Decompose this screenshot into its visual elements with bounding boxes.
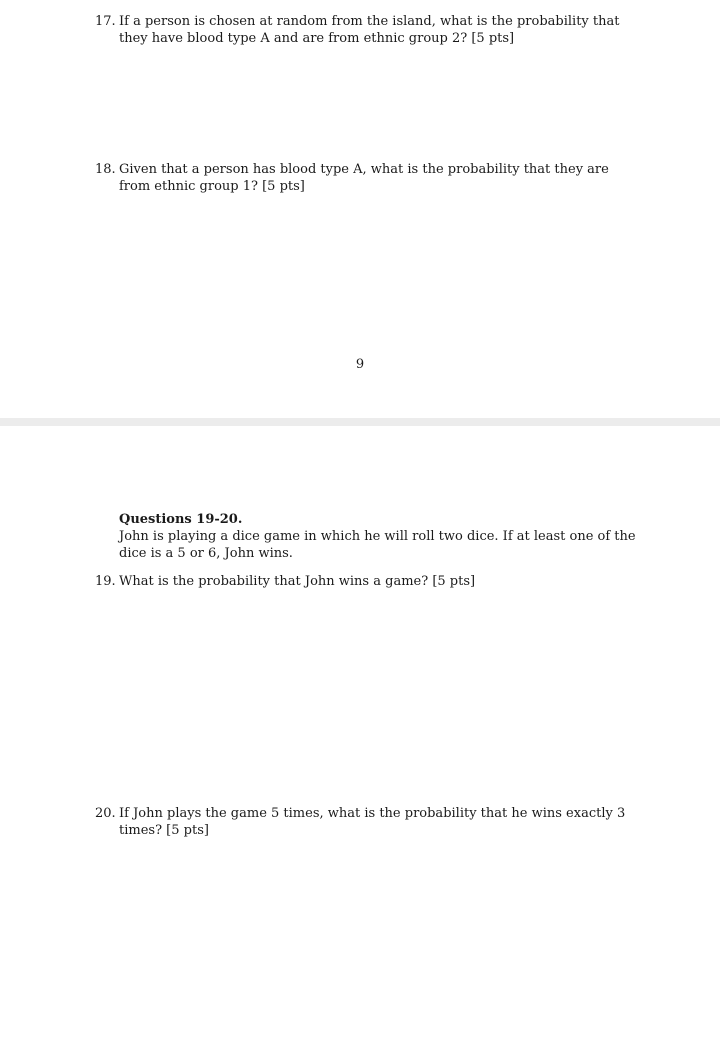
question-number: 17. [95,14,116,29]
question-19 [95,573,640,590]
question-text: Given that a person has blood type A, what is the probability that they are from ethnic group 1? [5 pts] [119,162,609,194]
question-18 [95,161,640,195]
question-text: If a person is chosen at random from the island, what is the probability that they have blood type A and are from ethnic group 2? [5 pts] [119,14,620,46]
document-page-top [0,0,720,418]
question-17 [95,13,640,47]
question-number: 20. [95,806,116,821]
question-number: 19. [95,574,116,589]
question-text: If John plays the game 5 times, what is the probability that he wins exactly 3 times? [5 pts] [119,806,626,838]
page-divider [0,418,720,426]
question-text: What is the probability that John wins a game? [5 pts] [119,574,476,589]
section-intro [119,511,639,562]
document-page-bottom [0,426,720,1050]
question-number: 18. [95,162,116,177]
question-20 [95,805,640,839]
section-body: John is playing a dice game in which he will roll two dice. If at least one of the dice is a 5 or 6, John wins. [119,529,636,561]
page-number: 9 [355,357,365,372]
section-heading: Questions 19-20. [119,512,243,527]
